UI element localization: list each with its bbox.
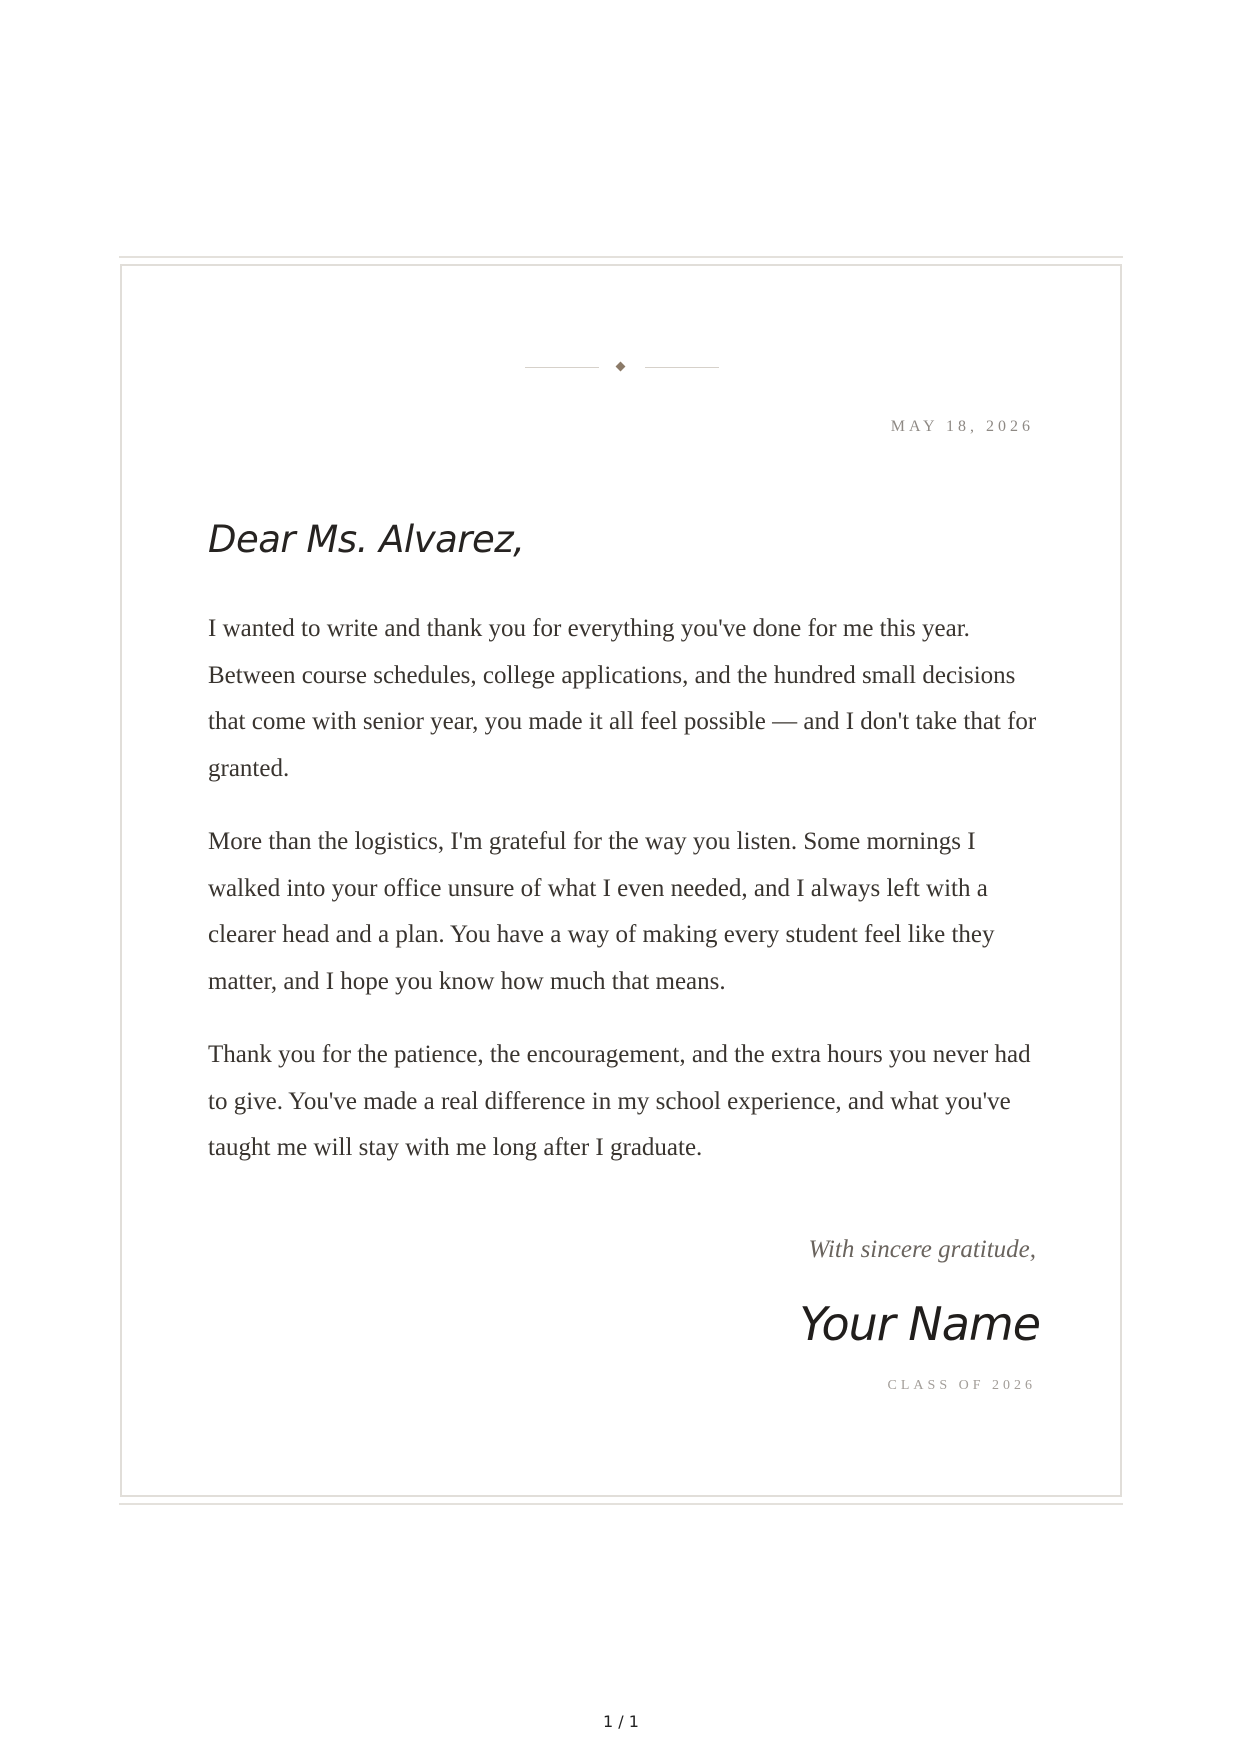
body-paragraph: I wanted to write and thank you for everything you've done for me this year. Between course schedules, college applications, and the hundred small decisions that come with senior year, you made it all feel possible — and I don't take that for granted. xyxy=(208,615,1037,782)
letter-signature: Your Name xyxy=(799,1297,1040,1351)
letter-date: MAY 18, 2026 xyxy=(890,418,1034,435)
diamond-icon xyxy=(616,362,626,372)
page-number: 1 / 1 xyxy=(603,1712,639,1731)
body-paragraph: More than the logistics, I'm grateful for the way you listen. Some mornings I walked into your office unsure of what I even needed, and I always left with a clearer head and a plan. You have a way of making every student feel like they matter, and I hope you know how much that means. xyxy=(208,828,995,995)
body-paragraph: Thank you for the patience, the encouragement, and the extra hours you never had to give. You've made a real difference in my school experience, and what you've taught me will stay with me long after I graduate. xyxy=(208,1041,1031,1161)
ornament-line-right xyxy=(645,367,719,368)
letter-greeting: Dear Ms. Alvarez, xyxy=(208,518,525,561)
letter-body xyxy=(208,606,1038,1199)
ornament-line-left xyxy=(525,367,599,368)
class-of-label: CLASS OF 2026 xyxy=(887,1378,1036,1393)
ornament-divider xyxy=(0,360,1242,376)
letter-closing: With sincere gratitude, xyxy=(808,1236,1036,1263)
